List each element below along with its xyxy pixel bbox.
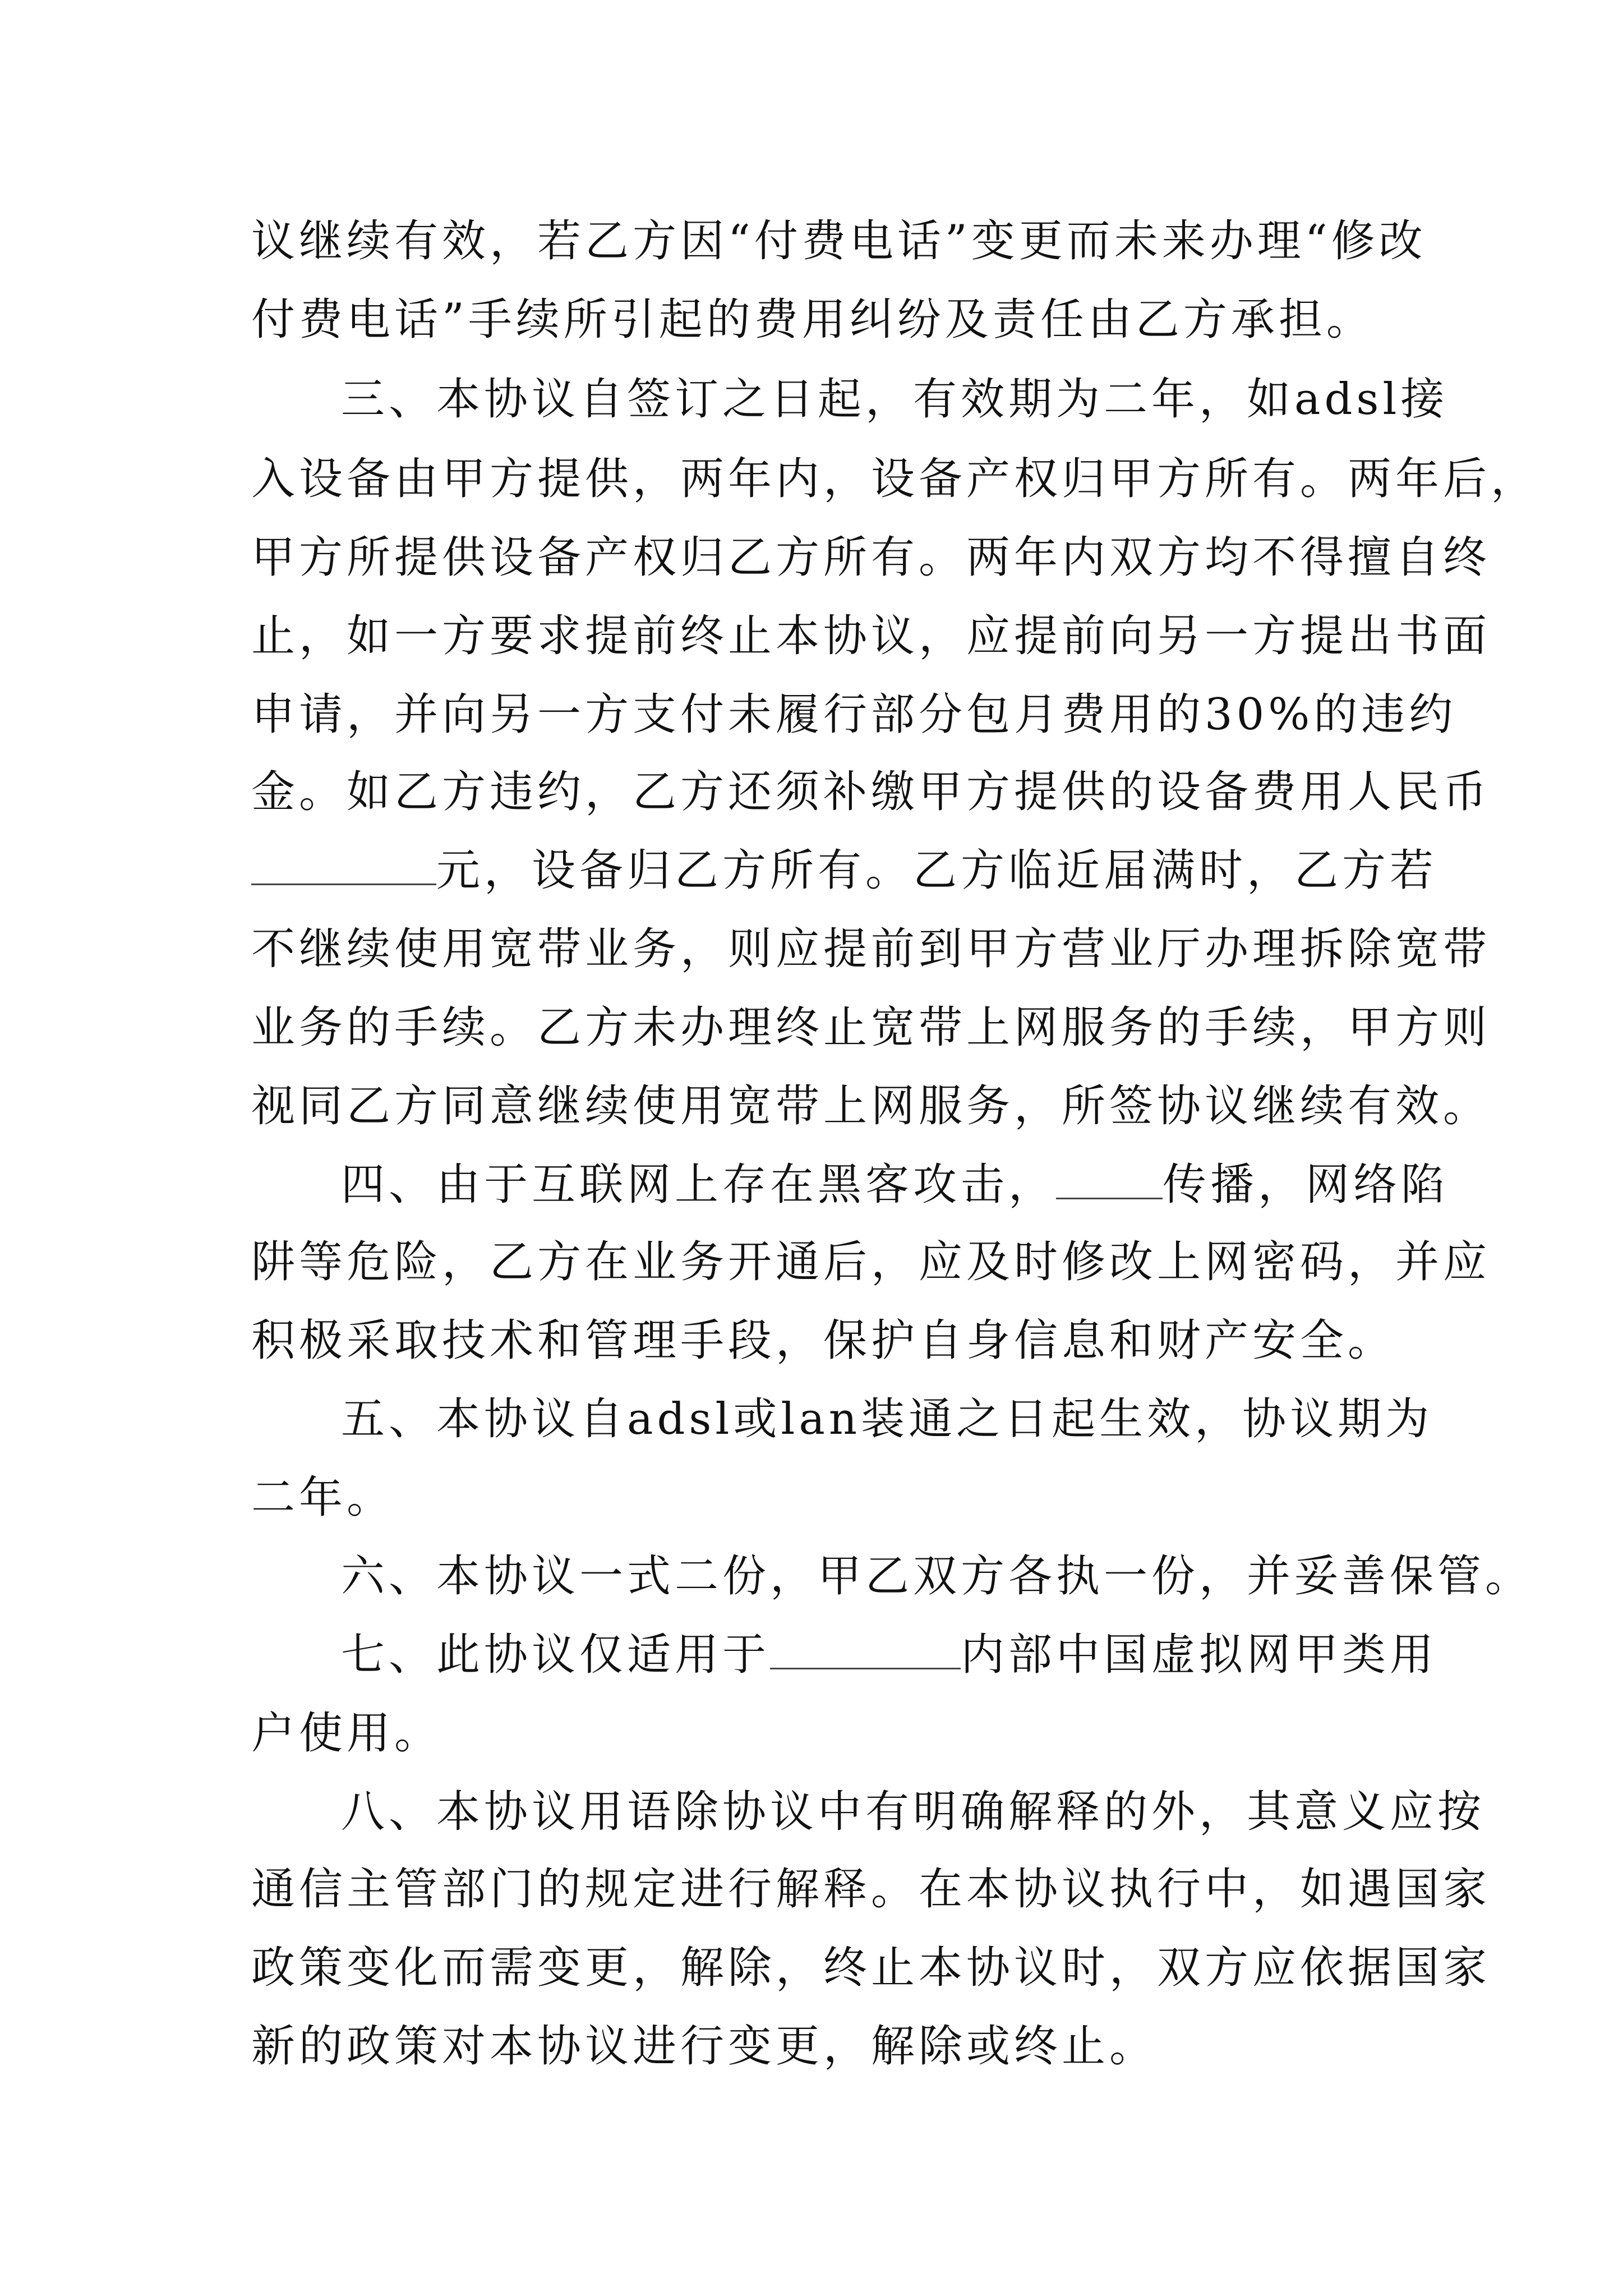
text-line: 积极采取技术和管理手段，保护自身信息和财产安全。 bbox=[251, 1315, 1396, 1366]
fill-in-blank bbox=[1056, 1158, 1163, 1199]
text-line: 付费电话”手续所引起的费用纠纷及责任由乙方承担。 bbox=[251, 295, 1374, 345]
text-line: 新的政策对本协议进行变更，解除或终止。 bbox=[251, 2021, 1158, 2072]
text-line: 议继续有效，若乙方因“付费电话”变更而未来办理“修改 bbox=[251, 216, 1427, 266]
line-text: 传播，网络陷 bbox=[1163, 1159, 1449, 1210]
clause-7-line bbox=[341, 1627, 1438, 1683]
text-line: 业务的手续。乙方未办理终止宽带上网服务的手续，甲方则 bbox=[251, 1002, 1491, 1053]
text-line: 视同乙方同意继续使用宽带上网服务，所签协议继续有效。 bbox=[251, 1081, 1491, 1131]
text-line: 入设备由甲方提供，两年内，设备产权归甲方所有。两年后， bbox=[251, 454, 1539, 504]
line-text: 四、由于互联网上存在黑客攻击， bbox=[341, 1159, 1057, 1210]
text-line: 二年。 bbox=[251, 1473, 395, 1523]
text-line bbox=[251, 843, 1438, 899]
text-line: 户使用。 bbox=[251, 1708, 442, 1759]
clause-8-line: 八、本协议用语除协议中有明确解释的外，其意义应按 bbox=[341, 1787, 1486, 1837]
line-text: 内部中国虚拟网甲类用 bbox=[961, 1630, 1438, 1680]
clause-5-line: 五、本协议自adsl或lan装通之日起生效，协议期为 bbox=[341, 1394, 1433, 1444]
clause-4-line bbox=[341, 1157, 1449, 1213]
text-line: 通信主管部门的规定进行解释。在本协议执行中，如遇国家 bbox=[251, 1864, 1491, 1915]
fill-in-blank bbox=[251, 844, 436, 885]
text-line: 申请，并向另一方支付未履行部分包月费用的30%的违约 bbox=[251, 689, 1457, 740]
fill-in-blank bbox=[770, 1628, 961, 1669]
text-line: 甲方所提供设备产权归乙方所有。两年内双方均不得擅自终 bbox=[251, 532, 1491, 583]
text-line: 金。如乙方违约，乙方还须补缴甲方提供的设备费用人民币 bbox=[251, 767, 1491, 817]
line-text: 七、此协议仅适用于 bbox=[341, 1630, 771, 1680]
text-line: 政策变化而需变更，解除，终止本协议时，双方应依据国家 bbox=[251, 1943, 1491, 1993]
text-line: 不继续使用宽带业务，则应提前到甲方营业厅办理拆除宽带 bbox=[251, 924, 1491, 974]
clause-6-line: 六、本协议一式二份，甲乙双方各执一份，并妥善保管。 bbox=[341, 1551, 1533, 1602]
line-text: 元，设备归乙方所有。乙方临近届满时，乙方若 bbox=[436, 845, 1438, 896]
clause-3-line: 三、本协议自签订之日起，有效期为二年，如adsl接 bbox=[341, 374, 1449, 425]
text-line: 止，如一方要求提前终止本协议，应提前向另一方提出书面 bbox=[251, 611, 1491, 661]
text-line: 阱等危险，乙方在业务开通后，应及时修改上网密码，并应 bbox=[251, 1237, 1491, 1287]
